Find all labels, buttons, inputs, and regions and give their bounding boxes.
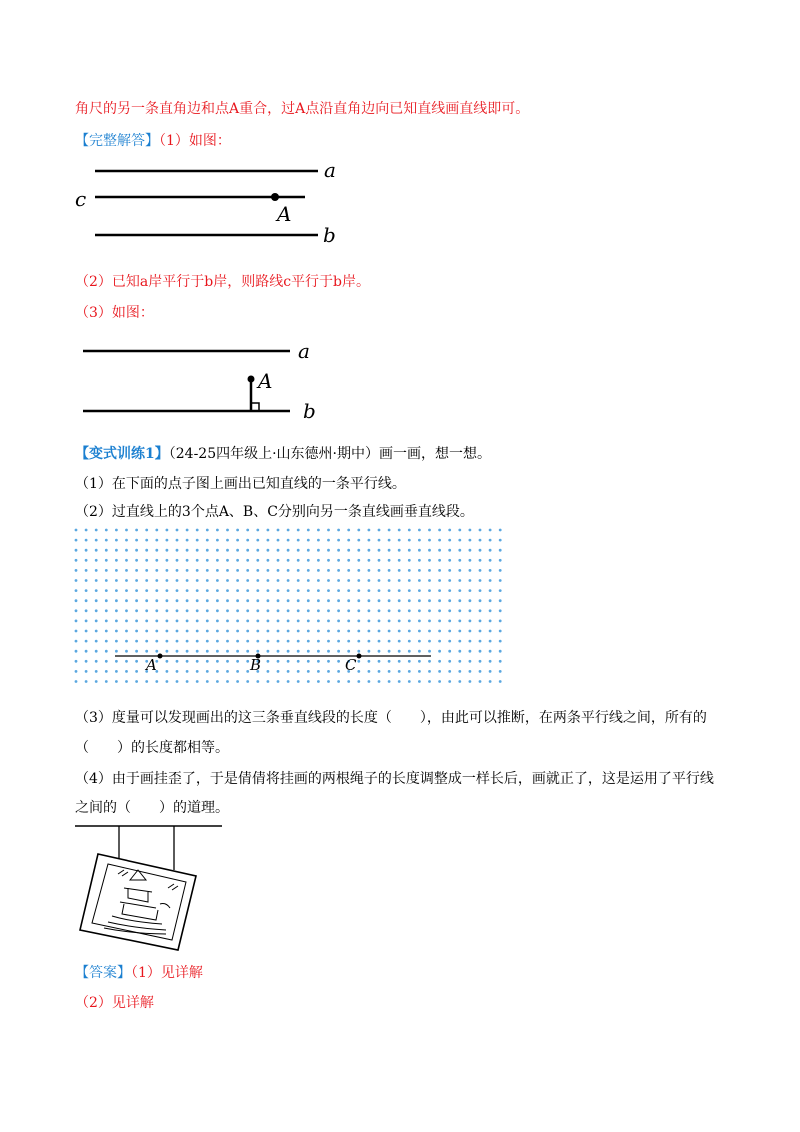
label-a: a xyxy=(324,158,336,182)
question-part1: （1）在下面的点子图上画出已知直线的一条平行线。 xyxy=(75,476,406,492)
question-part3-line1: （3）度量可以发现画出的这三条垂直线段的长度（ ），由此可以推断，在两条平行线之间，所有的 xyxy=(75,710,707,726)
answer-part2-line: （2）已知a岸平行于b岸，则路线c平行于b岸。 xyxy=(75,274,371,290)
question-part2: （2）过直线上的3个点A、B、C分别向另一条直线画垂直线段。 xyxy=(75,504,474,520)
answer-tag: 【答案】 xyxy=(75,965,131,981)
variant-training-title: （24-25四年级上·山东德州·期中）画一画，想一想。 xyxy=(168,446,492,462)
question-part3-line2: （ ）的长度都相等。 xyxy=(75,740,229,756)
label-C: C xyxy=(345,656,357,674)
label-c: c xyxy=(75,187,87,211)
answer-part2: （2）见详解 xyxy=(75,995,154,1011)
label-A: A xyxy=(258,369,273,393)
label-a: a xyxy=(298,339,310,363)
label-b: b xyxy=(323,223,336,247)
label-A: A xyxy=(277,202,292,226)
complete-answer-part1: （1）如图： xyxy=(159,133,231,149)
label-B: B xyxy=(250,656,262,674)
solution-text-line: 角尺的另一条直角边和点A重合，过A点沿直角边向已知直线画直线即可。 xyxy=(75,101,530,117)
question-part4-line1: （4）由于画挂歪了，于是倩倩将挂画的两根绳子的长度调整成一样长后，画就正了，这是运用了平行线 xyxy=(75,771,714,787)
complete-answer-tag: 【完整解答】 xyxy=(75,133,159,149)
variant-training-tag: 【变式训练1】 xyxy=(75,446,169,462)
label-A: A xyxy=(146,656,157,674)
answer-part1: （1）见详解 xyxy=(131,965,203,981)
question-part4-line2: 之间的（ ）的道理。 xyxy=(75,800,229,816)
answer-part3-line: （3）如图： xyxy=(75,305,154,321)
label-b: b xyxy=(303,399,316,423)
answer-line xyxy=(75,964,203,982)
